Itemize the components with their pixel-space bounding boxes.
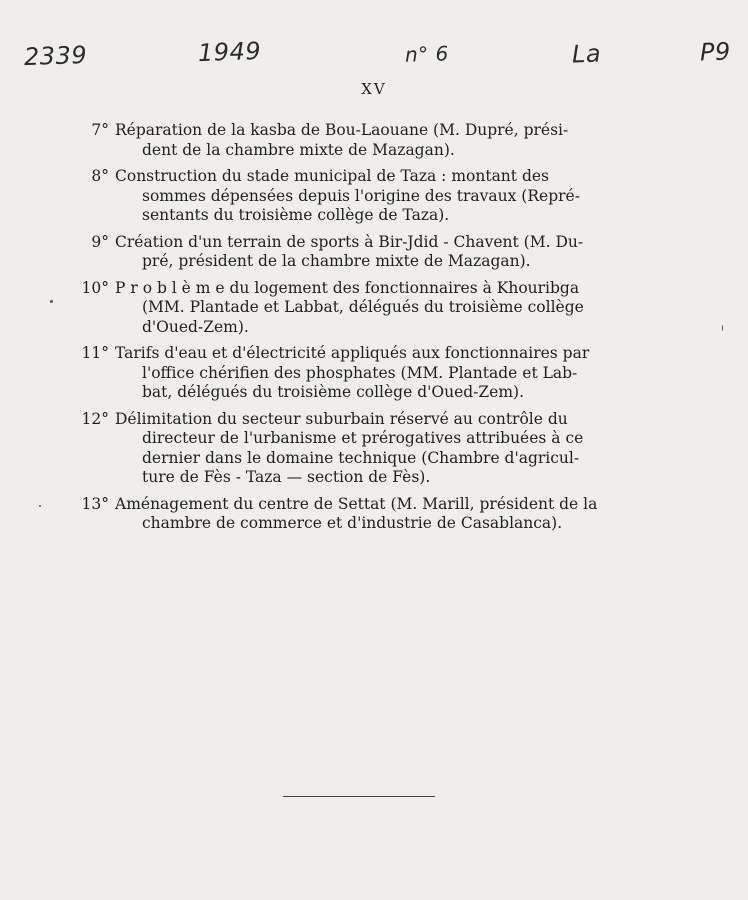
item-line: Construction du stade municipal de Taza : montant des	[115, 167, 549, 185]
paper-speck	[50, 300, 53, 303]
agenda-list	[70, 121, 650, 541]
item-line: dent de la chambre mixte de Mazagan).	[142, 140, 455, 159]
page-number: XV	[361, 80, 387, 98]
item-line: l'office chérifien des phosphates (MM. Plantade et Lab-	[142, 363, 578, 382]
item-number: 9°	[91, 232, 109, 251]
handwritten-annotation: La	[571, 39, 602, 69]
agenda-item	[70, 121, 650, 160]
handwritten-annotation: 1949	[197, 36, 262, 68]
item-line: (MM. Plantade et Labbat, délégués du troisième collège	[142, 298, 584, 316]
item-number: 7°	[91, 121, 109, 139]
item-text	[115, 279, 650, 338]
item-line: sommes dépensées depuis l'origine des travaux (Repré-	[142, 186, 580, 205]
item-line: chambre de commerce et d'industrie de Casablanca).	[142, 514, 563, 532]
item-line: Aménagement du centre de Settat (M. Marill, président de la	[115, 494, 598, 513]
item-line: pré, président de la chambre mixte de Mazagan).	[142, 252, 531, 270]
agenda-item	[70, 410, 650, 488]
handwritten-annotation: n° 6	[404, 41, 450, 67]
item-line: sentants du troisième collège de Taza).	[142, 206, 450, 224]
item-line: Tarifs d'eau et d'électricité appliqués aux fonctionnaires par	[115, 344, 590, 362]
item-number: 13°	[81, 494, 109, 513]
item-number: 8°	[91, 167, 109, 185]
paper-speck	[39, 505, 41, 507]
item-line: directeur de l'urbanisme et prérogatives attribuées à ce	[142, 429, 584, 447]
item-line: Création d'un terrain de sports à Bir-Jdid - Chavent (M. Du-	[115, 232, 584, 251]
item-line: d'Oued-Zem).	[142, 317, 249, 336]
paper-speck	[722, 325, 723, 331]
item-text	[115, 344, 650, 403]
agenda-item	[70, 279, 650, 338]
handwritten-annotation: 2339	[23, 40, 88, 72]
item-number: 10°	[81, 278, 109, 297]
agenda-item	[70, 233, 650, 272]
handwritten-annotation: P9	[699, 37, 732, 67]
item-line: dernier dans le domaine technique (Chambre d'agricul-	[142, 448, 580, 467]
closing-rule	[283, 796, 435, 797]
item-text	[115, 121, 650, 160]
item-text	[115, 495, 650, 534]
item-line: bat, délégués du troisième collège d'Oued-Zem).	[142, 383, 525, 401]
item-number: 12°	[81, 409, 109, 428]
item-number: 11°	[81, 344, 109, 362]
item-line: ture de Fès - Taza — section de Fès).	[142, 468, 431, 486]
agenda-item	[70, 344, 650, 403]
item-text	[115, 410, 650, 488]
item-text	[115, 233, 650, 272]
item-text	[115, 167, 650, 226]
item-line: Réparation de la kasba de Bou-Laouane (M. Dupré, prési-	[115, 121, 569, 139]
item-line: P r o b l è m e du logement des fonctionnaires à Khouribga	[115, 278, 580, 297]
agenda-item	[70, 495, 650, 534]
item-line: Délimitation du secteur suburbain réservé au contrôle du	[115, 409, 568, 428]
agenda-item	[70, 167, 650, 226]
